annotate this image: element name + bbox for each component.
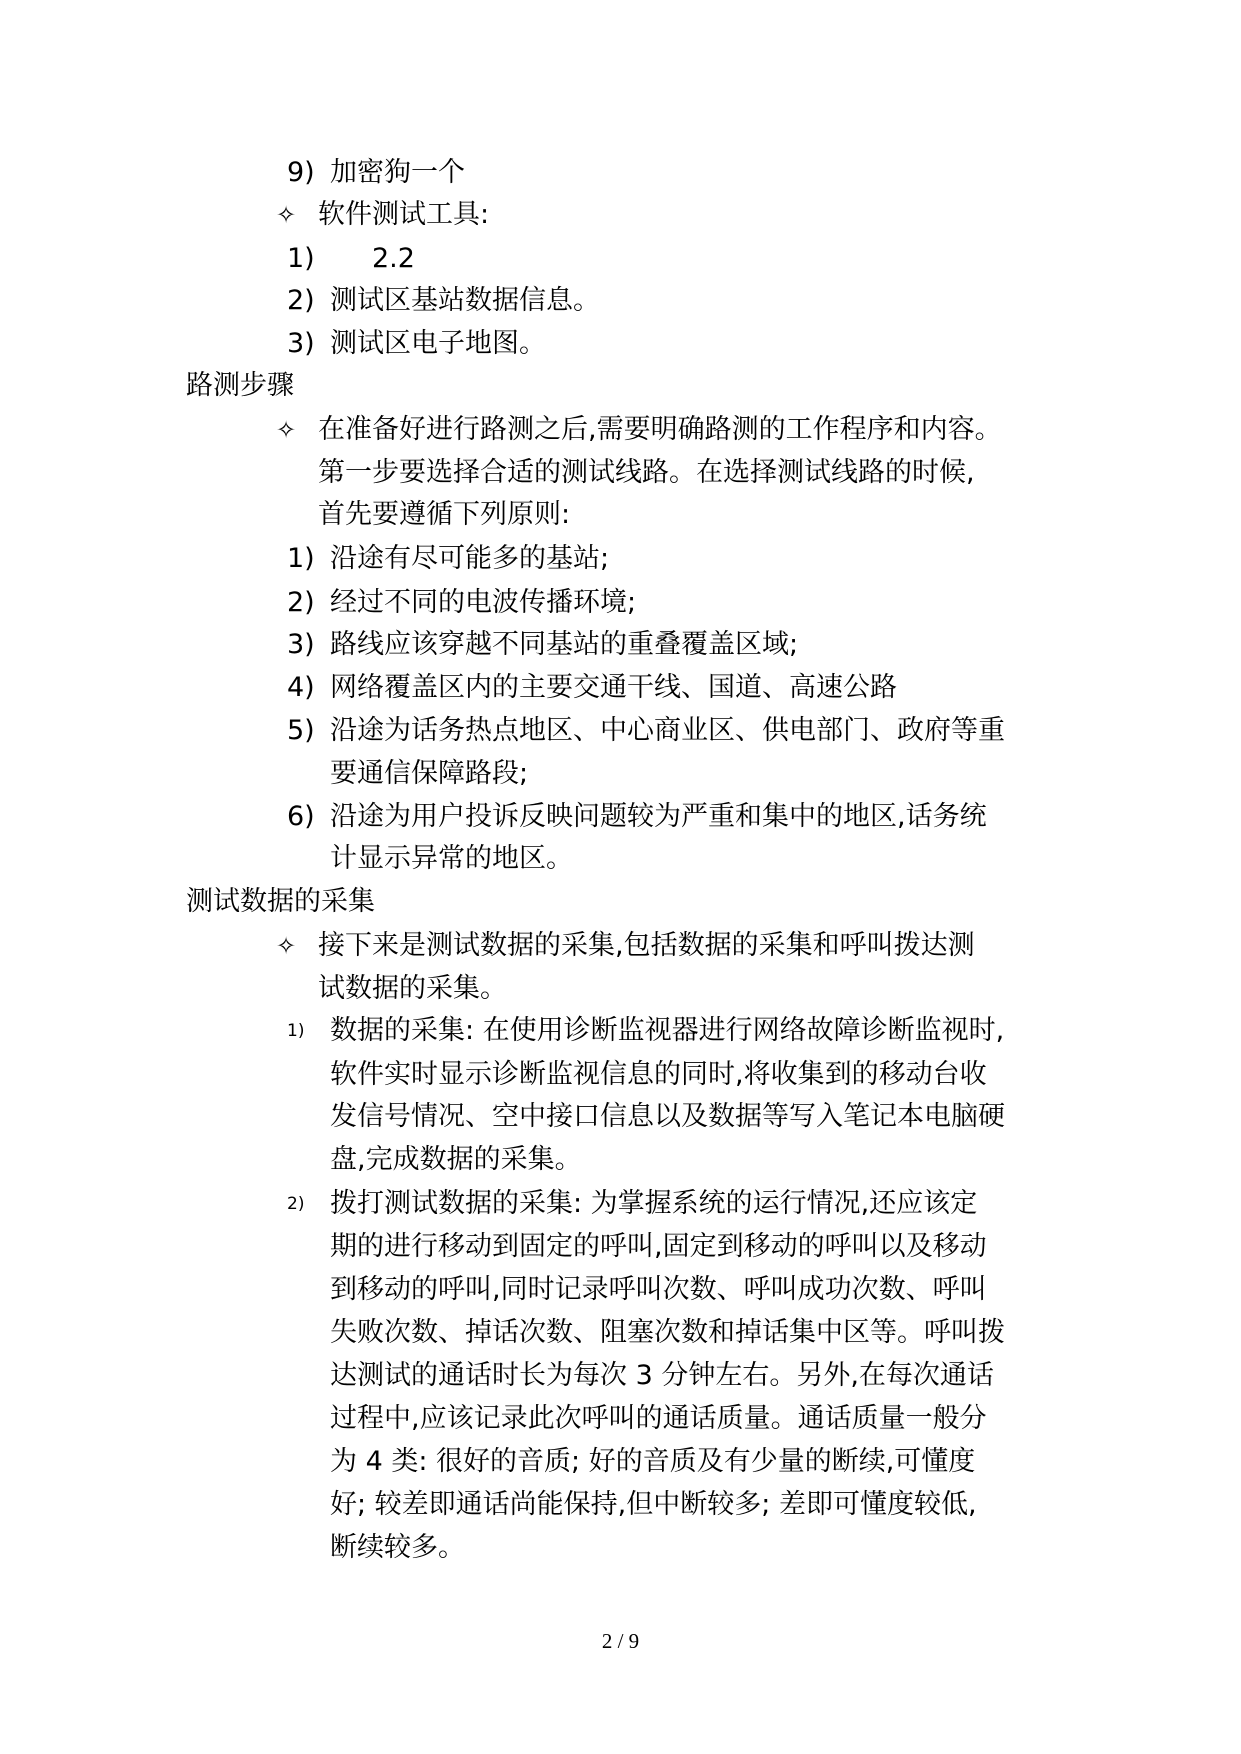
- list-item-text: 数据的采集: 在使用诊断监视器进行网络故障诊断监视时,: [330, 1015, 1005, 1046]
- section-heading: 路测步骤: [186, 370, 294, 401]
- list-item-text: 测试区基站数据信息。: [330, 285, 600, 316]
- list-item-text: 过程中,应该记录此次呼叫的通话质量。通话质量一般分: [330, 1403, 987, 1434]
- list-item-text: 计显示异常的地区。: [330, 843, 573, 874]
- list-item-text: 2.2: [372, 243, 415, 274]
- list-marker: 9): [287, 157, 315, 188]
- list-item-text: 沿途为用户投诉反映问题较为严重和集中的地区,话务统: [330, 801, 987, 832]
- list-item-text: 路线应该穿越不同基站的重叠覆盖区域;: [330, 629, 799, 660]
- list-marker: 4): [287, 672, 315, 703]
- list-marker: 1): [287, 543, 315, 574]
- list-marker: 2): [287, 285, 315, 316]
- list-item-text: 测试区电子地图。: [330, 328, 546, 359]
- list-item-text: 为 4 类: 很好的音质; 好的音质及有少量的断续,可懂度: [330, 1446, 976, 1477]
- list-item-text: 期的进行移动到固定的呼叫,固定到移动的呼叫以及移动: [330, 1231, 987, 1262]
- list-item-text: 拨打测试数据的采集: 为掌握系统的运行情况,还应该定: [330, 1188, 978, 1219]
- bullet-text-line: 第一步要选择合适的测试线路。在选择测试线路的时候,: [318, 457, 975, 488]
- list-marker: 2): [287, 587, 315, 618]
- list-item-text: 要通信保障路段;: [330, 758, 529, 789]
- list-item-text: 发信号情况、空中接口信息以及数据等写入笔记本电脑硬: [330, 1101, 1005, 1132]
- list-item-text: 加密狗一个: [330, 157, 465, 188]
- bullet-text: 软件测试工具:: [318, 199, 490, 230]
- list-item-text: 经过不同的电波传播环境;: [330, 587, 637, 618]
- list-item-text: 盘,完成数据的采集。: [330, 1144, 582, 1175]
- bullet-text-line: 试数据的采集。: [318, 973, 507, 1004]
- list-item-text: 失败次数、掉话次数、阻塞次数和掉话集中区等。呼叫拨: [330, 1317, 1005, 1348]
- diamond-bullet-icon: ✧: [276, 201, 297, 229]
- list-item-text: 到移动的呼叫,同时记录呼叫次数、呼叫成功次数、呼叫: [330, 1274, 987, 1305]
- bullet-text-line: 接下来是测试数据的采集,包括数据的采集和呼叫拨达测: [318, 930, 975, 961]
- list-item-text: 达测试的通话时长为每次 3 分钟左右。另外,在每次通话: [330, 1360, 994, 1391]
- list-marker: 6): [287, 801, 315, 832]
- bullet-text-line: 首先要遵循下列原则:: [318, 499, 571, 530]
- section-heading: 测试数据的采集: [186, 886, 375, 917]
- list-marker: 3): [287, 328, 315, 359]
- list-item-text: 网络覆盖区内的主要交通干线、国道、高速公路: [330, 672, 897, 703]
- list-item-text: 断续较多。: [330, 1532, 465, 1563]
- list-item-text: 沿途有尽可能多的基站;: [330, 543, 610, 574]
- list-marker: 5): [287, 715, 315, 746]
- diamond-bullet-icon: ✧: [276, 932, 297, 960]
- list-marker: 1): [287, 243, 315, 274]
- list-item-text: 沿途为话务热点地区、中心商业区、供电部门、政府等重: [330, 715, 1005, 746]
- list-item-text: 软件实时显示诊断监视信息的同时,将收集到的移动台收: [330, 1059, 987, 1090]
- bullet-text-line: 在准备好进行路测之后,需要明确路测的工作程序和内容。: [318, 414, 1002, 445]
- list-item-text: 好; 较差即通话尚能保持,但中断较多; 差即可懂度较低,: [330, 1489, 977, 1520]
- page-number: 2 / 9: [601, 1629, 640, 1653]
- list-marker: 2): [287, 1194, 305, 1214]
- list-marker: 3): [287, 629, 315, 660]
- list-marker: 1): [287, 1021, 305, 1041]
- diamond-bullet-icon: ✧: [276, 416, 297, 444]
